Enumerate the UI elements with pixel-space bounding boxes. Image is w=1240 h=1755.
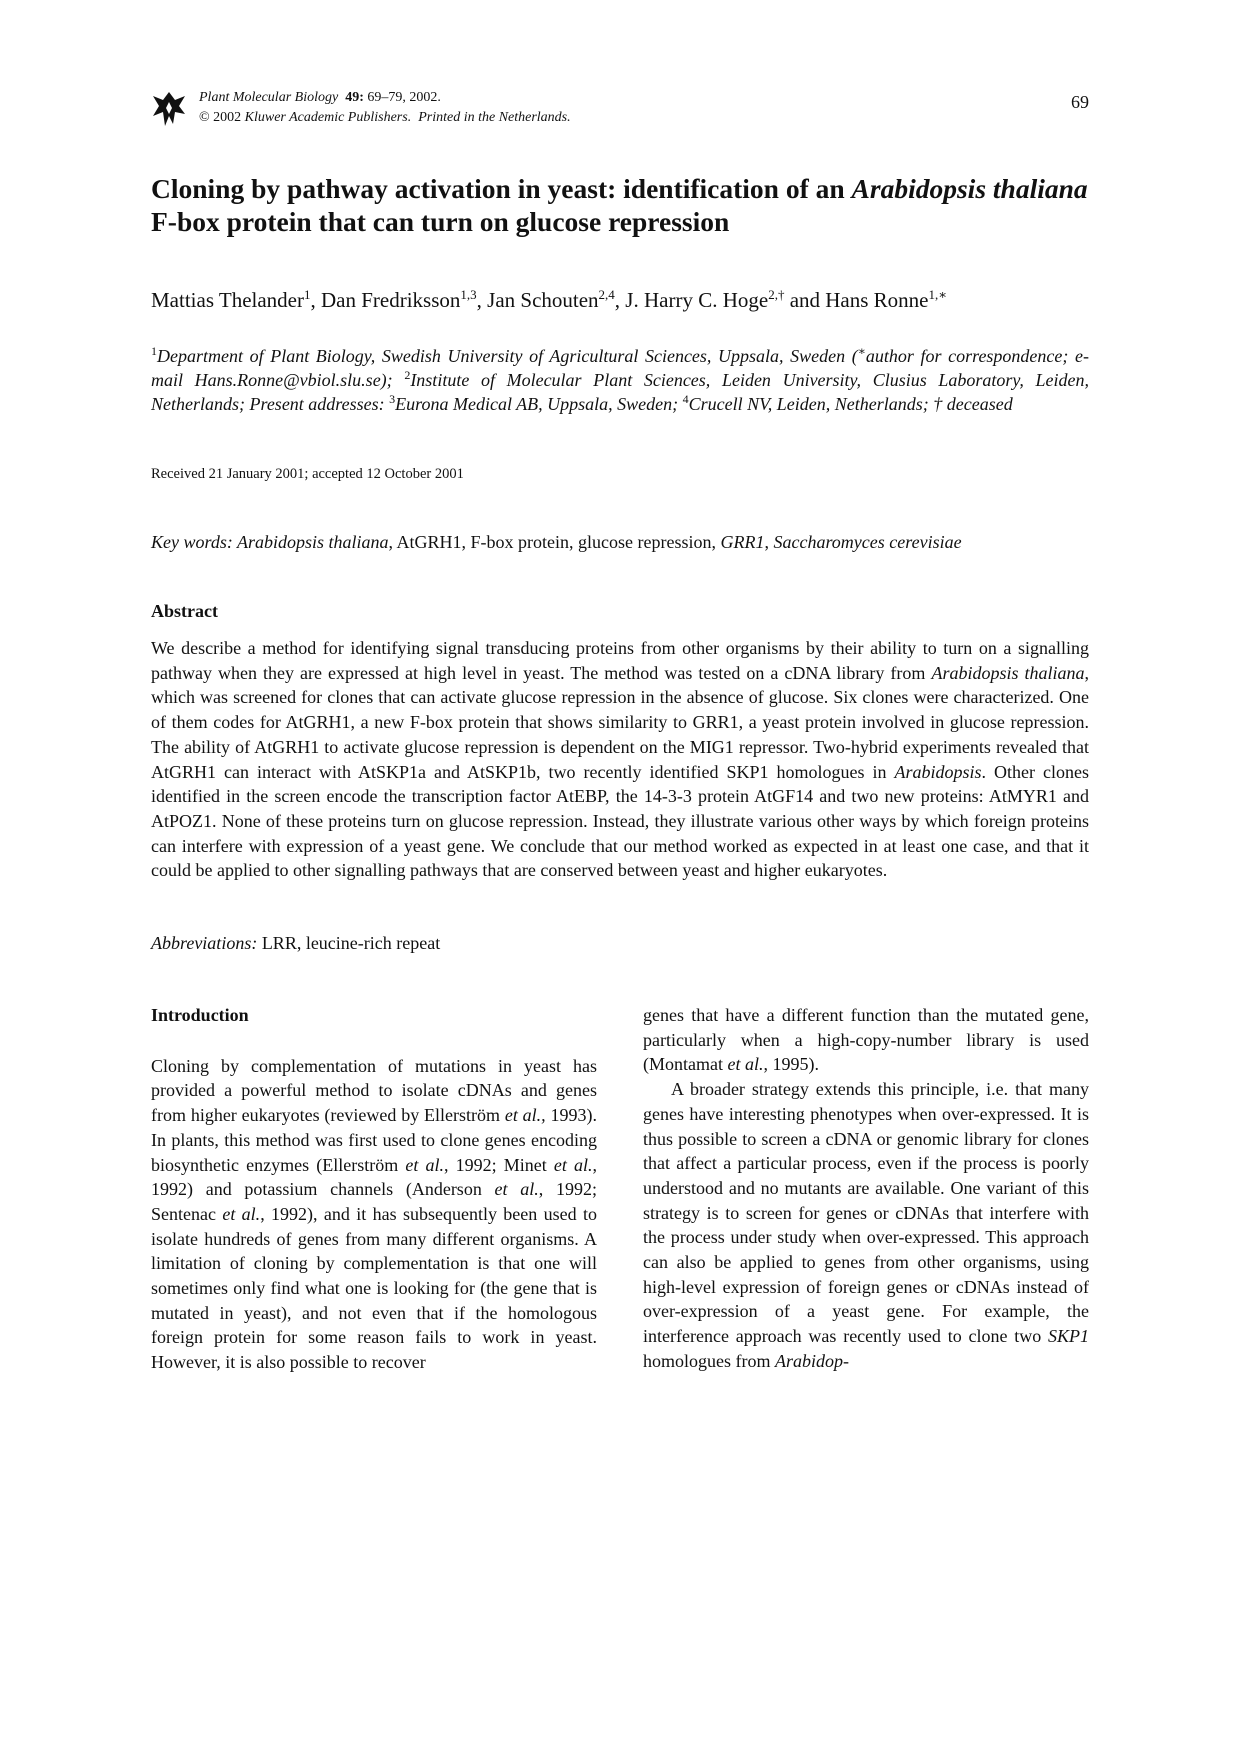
- journal-header: [151, 88, 1089, 138]
- abstract-text: We describe a method for identifying signal transducing proteins from other organisms by their ability to turn on a signalling pathway when they are expressed at high level in yeast. The method was tested on a cDNA library from: [151, 638, 1089, 683]
- author-list: [151, 286, 1089, 314]
- title-species: Arabidopsis thaliana: [851, 173, 1088, 204]
- affil-sup: 2: [404, 368, 411, 382]
- species-name: Arabidop-: [775, 1350, 849, 1371]
- intro-text: , 1992) and potassium channels (Anderson: [151, 1154, 597, 1200]
- separator: ,: [476, 288, 488, 312]
- affil-text: author for correspondence; e-mail Hans.Ronne@vbiol.slu.se);: [151, 346, 1089, 390]
- author-sup: 2,4: [598, 287, 615, 302]
- author: J. Harry C. Hoge: [625, 288, 769, 312]
- abstract-italic: Arabidopsis thaliana: [931, 662, 1085, 683]
- intro-paragraph: [643, 1003, 1089, 1077]
- introduction-heading: Introduction: [151, 1005, 249, 1025]
- affiliations: [151, 344, 1089, 416]
- journal-pages: 69–79, 2002.: [363, 90, 441, 105]
- keywords-gene: GRR1: [720, 532, 765, 552]
- abstract-text: . Other clones identified in the screen encode the transcription factor AtEBP, the 14-3-3 protein AtGF14 and two new proteins: AtMYR1 and AtPOZ1. None of these proteins turn on glucose repression. Instead, they illustrate various other ways by which foreign proteins can interfere with expression of a yeast gene. We conclude that our method worked as expected in at least one case, and that it could be applied to other signalling pathways that are conserved between yeast and higher eukaryotes.: [151, 761, 1089, 881]
- journal-volume: 49:: [345, 90, 364, 105]
- affil-sup: 1: [151, 344, 157, 358]
- intro-text: , 1992), and it has subsequently been used to isolate hundreds of genes from many different organisms. A limitation of cloning by complementation is that one will sometimes only find what one is looking for (the gene that is mutated in yeast), and not even that if the homologous foreign protein for some reason fails to work in yeast. However, it is also possible to recover: [151, 1203, 597, 1373]
- affil-sup: 4: [682, 392, 689, 406]
- separator: and: [784, 288, 826, 312]
- author: Dan Fredriksson: [320, 288, 461, 312]
- keywords-label: Key words: Arabidopsis thaliana: [151, 532, 389, 552]
- affil-text: Department of Plant Biology, Swedish University of Agricultural Sciences, Uppsala, Sweden (: [157, 346, 858, 366]
- author: Mattias Thelander: [151, 288, 304, 312]
- intro-text: , 1995).: [763, 1054, 819, 1075]
- printed-note: Printed in the Netherlands.: [418, 110, 571, 125]
- affil-sup: ∗: [857, 344, 866, 358]
- title-part: Cloning by pathway activation in yeast: identification of an: [151, 173, 852, 204]
- etal: et al.: [405, 1154, 444, 1175]
- separator: ,: [310, 288, 321, 312]
- author-sup: 1,3: [460, 287, 477, 302]
- etal: et al.: [494, 1179, 539, 1200]
- affil-text: Crucell NV, Leiden, Netherlands; † deceased: [688, 394, 1013, 414]
- right-column: [643, 1003, 1089, 1374]
- etal: et al.: [553, 1154, 593, 1175]
- author-sup: 1,∗: [928, 287, 948, 302]
- title-part: F-box protein that can turn on glucose repression: [151, 206, 730, 237]
- journal-name: Plant Molecular Biology: [199, 90, 339, 105]
- abstract-heading: Abstract: [151, 601, 218, 621]
- intro-text: A broader strategy extends this principle, i.e. that many genes have interesting phenotypes when over-expressed. It is thus possible to screen a cDNA or genomic library for clones that affect a particular process, even if the process is poorly understood and no mutants are available. One variant of this strategy is to screen for genes or cDNAs that interfere with the process under study when over-expressed. This approach can also be applied to genes from other organisms, using high-level expression of foreign genes or cDNAs instead of over-expression of a yeast gene. For example, the interference approach was recently used to clone two: [643, 1079, 1089, 1347]
- abbreviations-label: Abbreviations:: [151, 933, 258, 953]
- keywords: [151, 530, 1089, 554]
- affil-text: Institute of Molecular Plant Sciences, Leiden University, Clusius Laboratory, Leiden, Netherlands; Present addresses:: [151, 370, 1089, 414]
- intro-text: , 1992; Sentenac: [151, 1179, 597, 1224]
- page-number: 69: [1071, 92, 1089, 112]
- keywords-text: , AtGRH1, F-box protein, glucose repression,: [388, 532, 721, 552]
- separator: ,: [614, 288, 626, 312]
- author: Hans Ronne: [825, 288, 929, 312]
- intro-text: genes that have a different function than the mutated gene, particularly when a high-copy-number library is used (Montamat: [643, 1005, 1089, 1075]
- publisher-logo-icon: [151, 90, 187, 130]
- article-title: [151, 172, 1089, 238]
- journal-citation: [199, 88, 571, 128]
- intro-text: , 1992; Minet: [443, 1154, 554, 1175]
- copyright: © 2002: [199, 110, 245, 125]
- abbreviations: [151, 933, 440, 954]
- intro-paragraph: [151, 1054, 597, 1375]
- keywords-text: ,: [764, 532, 774, 552]
- received-date: Received 21 January 2001; accepted 12 October 2001: [151, 466, 464, 482]
- intro-paragraph: [643, 1077, 1089, 1373]
- intro-text: homologues from: [643, 1350, 775, 1371]
- intro-text: Cloning by complementation of mutations in yeast has provided a powerful method to isolate cDNAs and genes from higher eukaryotes (reviewed by Ellerström: [151, 1055, 597, 1126]
- etal: et al.: [222, 1203, 261, 1224]
- affil-text: Eurona Medical AB, Uppsala, Sweden;: [395, 394, 683, 414]
- gene-name: SKP1: [1047, 1326, 1089, 1347]
- abbreviations-text: LRR, leucine-rich repeat: [257, 933, 441, 953]
- keywords-species: Saccharomyces cerevisiae: [773, 532, 962, 552]
- publisher: Kluwer Academic Publishers.: [244, 110, 412, 125]
- author: Jan Schouten: [487, 288, 599, 312]
- abstract-text: , which was screened for clones that can activate glucose repression in the absence of glucose. Six clones were characterized. One of them codes for AtGRH1, a new F-box protein that shows similarity to GRR1, a yeast protein involved in glucose repression. The ability of AtGRH1 to activate glucose repression is dependent on the MIG1 repressor. Two-hybrid experiments revealed that AtGRH1 can interact with AtSKP1a and AtSKP1b, two recently identified SKP1 homologues in: [151, 662, 1089, 782]
- abstract-body: [151, 636, 1089, 883]
- intro-text: 1993). In plants, this method was first used to clone genes encoding biosynthetic enzymes (Ellerström: [151, 1105, 597, 1175]
- affil-sup: 3: [389, 392, 396, 406]
- abstract-italic: Arabidopsis: [894, 761, 982, 782]
- author-sup: 2,†: [768, 287, 785, 302]
- author-sup: 1: [303, 287, 311, 302]
- left-column: [151, 1003, 597, 1375]
- etal: et al.,: [504, 1105, 546, 1126]
- etal: et al.: [727, 1054, 764, 1075]
